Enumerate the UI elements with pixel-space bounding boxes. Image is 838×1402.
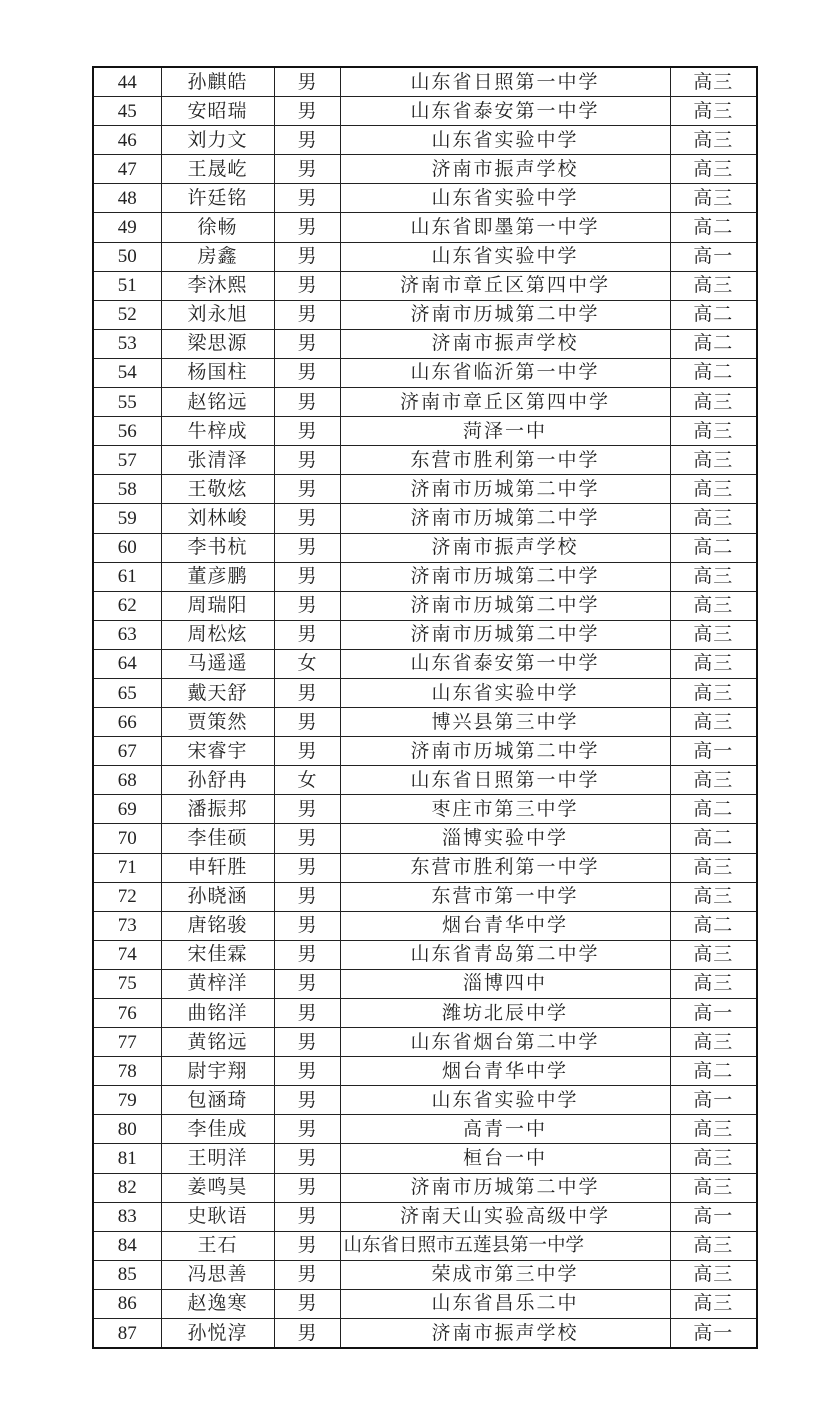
student-gender: 男 [274,184,340,213]
table-row [93,795,757,824]
grade-level: 高三 [670,678,757,707]
grade-level: 高一 [670,1319,757,1349]
student-name: 房鑫 [161,242,274,271]
school-name: 山东省泰安第一中学 [340,97,670,126]
row-number: 67 [93,737,161,766]
table-row [93,766,757,795]
student-gender: 男 [274,213,340,242]
grade-level: 高三 [670,446,757,475]
student-name: 申轩胜 [161,853,274,882]
table-row [93,1086,757,1115]
row-number: 56 [93,417,161,446]
table-row [93,649,757,678]
row-number: 57 [93,446,161,475]
row-number: 59 [93,504,161,533]
table-row [93,1057,757,1086]
row-number: 70 [93,824,161,853]
student-name: 刘林峻 [161,504,274,533]
grade-level: 高三 [670,126,757,155]
student-gender: 男 [274,300,340,329]
school-name: 山东省青岛第二中学 [340,940,670,969]
table-row [93,184,757,213]
student-gender: 男 [274,446,340,475]
row-number: 72 [93,882,161,911]
table-row [93,1144,757,1173]
school-name: 济南市历城第二中学 [340,737,670,766]
table-row [93,1319,757,1349]
student-name: 黄铭远 [161,1028,274,1057]
student-gender: 男 [274,67,340,97]
row-number: 64 [93,649,161,678]
school-name: 山东省烟台第二中学 [340,1028,670,1057]
student-gender: 男 [274,999,340,1028]
row-number: 55 [93,388,161,417]
student-name: 周瑞阳 [161,591,274,620]
student-name: 牛梓成 [161,417,274,446]
row-number: 84 [93,1231,161,1260]
school-name: 济南市历城第二中学 [340,1173,670,1202]
grade-level: 高三 [670,1260,757,1289]
grade-level: 高三 [670,388,757,417]
school-name: 山东省实验中学 [340,242,670,271]
grade-level: 高一 [670,999,757,1028]
row-number: 68 [93,766,161,795]
grade-level: 高三 [670,1289,757,1318]
school-name: 山东省日照第一中学 [340,766,670,795]
school-name: 济南市历城第二中学 [340,300,670,329]
student-gender: 男 [274,1115,340,1144]
student-name: 孙悦淳 [161,1319,274,1349]
student-gender: 男 [274,1086,340,1115]
student-gender: 男 [274,1028,340,1057]
row-number: 77 [93,1028,161,1057]
student-name: 宋睿宇 [161,737,274,766]
grade-level: 高三 [670,184,757,213]
student-gender: 男 [274,1231,340,1260]
row-number: 74 [93,940,161,969]
school-name: 济南市历城第二中学 [340,504,670,533]
student-gender: 男 [274,969,340,998]
student-gender: 男 [274,358,340,387]
grade-level: 高三 [670,417,757,446]
student-gender: 男 [274,242,340,271]
row-number: 44 [93,67,161,97]
table-row [93,620,757,649]
student-gender: 男 [274,1202,340,1231]
table-row [93,591,757,620]
student-gender: 女 [274,766,340,795]
student-name: 李佳成 [161,1115,274,1144]
school-name: 山东省泰安第一中学 [340,649,670,678]
student-gender: 男 [274,533,340,562]
grade-level: 高二 [670,329,757,358]
student-gender: 男 [274,591,340,620]
row-number: 65 [93,678,161,707]
table-row [93,358,757,387]
table-row [93,271,757,300]
student-name: 徐畅 [161,213,274,242]
student-name: 曲铭洋 [161,999,274,1028]
table-row [93,708,757,737]
school-name: 山东省实验中学 [340,1086,670,1115]
table-row [93,999,757,1028]
school-name: 山东省日照市五莲县第一中学 [340,1231,670,1260]
school-name: 济南天山实验高级中学 [340,1202,670,1231]
row-number: 85 [93,1260,161,1289]
school-name: 山东省实验中学 [340,126,670,155]
student-name: 张清泽 [161,446,274,475]
table-row [93,1028,757,1057]
student-gender: 女 [274,649,340,678]
row-number: 49 [93,213,161,242]
school-name: 烟台青华中学 [340,1057,670,1086]
grade-level: 高三 [670,882,757,911]
student-name: 马遥遥 [161,649,274,678]
grade-level: 高二 [670,911,757,940]
student-gender: 男 [274,1144,340,1173]
table-row [93,329,757,358]
student-gender: 男 [274,504,340,533]
student-name: 孙舒冉 [161,766,274,795]
student-gender: 男 [274,475,340,504]
grade-level: 高三 [670,853,757,882]
grade-level: 高二 [670,213,757,242]
row-number: 62 [93,591,161,620]
school-name: 济南市历城第二中学 [340,591,670,620]
row-number: 82 [93,1173,161,1202]
school-name: 高青一中 [340,1115,670,1144]
table-row [93,388,757,417]
school-name: 山东省昌乐二中 [340,1289,670,1318]
grade-level: 高三 [670,708,757,737]
row-number: 47 [93,155,161,184]
row-number: 52 [93,300,161,329]
school-name: 枣庄市第三中学 [340,795,670,824]
row-number: 48 [93,184,161,213]
student-name: 姜鸣昊 [161,1173,274,1202]
grade-level: 高二 [670,1057,757,1086]
school-name: 桓台一中 [340,1144,670,1173]
school-name: 淄博实验中学 [340,824,670,853]
grade-level: 高三 [670,591,757,620]
school-name: 济南市振声学校 [340,329,670,358]
school-name: 山东省临沂第一中学 [340,358,670,387]
grade-level: 高三 [670,155,757,184]
row-number: 75 [93,969,161,998]
row-number: 61 [93,562,161,591]
row-number: 79 [93,1086,161,1115]
school-name: 淄博四中 [340,969,670,998]
student-gender: 男 [274,708,340,737]
table-row [93,126,757,155]
student-gender: 男 [274,155,340,184]
school-name: 济南市章丘区第四中学 [340,388,670,417]
table-row [93,1173,757,1202]
table-row [93,300,757,329]
grade-level: 高二 [670,533,757,562]
row-number: 46 [93,126,161,155]
school-name: 济南市振声学校 [340,1319,670,1349]
student-gender: 男 [274,1260,340,1289]
school-name: 菏泽一中 [340,417,670,446]
school-name: 济南市章丘区第四中学 [340,271,670,300]
row-number: 83 [93,1202,161,1231]
student-name: 唐铭骏 [161,911,274,940]
student-name: 史耿语 [161,1202,274,1231]
grade-level: 高二 [670,300,757,329]
student-gender: 男 [274,882,340,911]
table-row [93,533,757,562]
table-row [93,446,757,475]
table-row [93,1231,757,1260]
row-number: 53 [93,329,161,358]
roster-table [92,66,758,1349]
student-name: 刘力文 [161,126,274,155]
grade-level: 高一 [670,1086,757,1115]
grade-level: 高三 [670,940,757,969]
row-number: 60 [93,533,161,562]
row-number: 54 [93,358,161,387]
student-name: 安昭瑞 [161,97,274,126]
school-name: 博兴县第三中学 [340,708,670,737]
student-name: 李佳硕 [161,824,274,853]
table-row [93,678,757,707]
student-name: 王晟屹 [161,155,274,184]
table-row [93,475,757,504]
school-name: 济南市历城第二中学 [340,475,670,504]
school-name: 山东省日照第一中学 [340,67,670,97]
school-name: 烟台青华中学 [340,911,670,940]
student-gender: 男 [274,97,340,126]
table-row [93,1115,757,1144]
school-name: 济南市振声学校 [340,155,670,184]
student-gender: 男 [274,620,340,649]
grade-level: 高一 [670,1202,757,1231]
school-name: 山东省实验中学 [340,184,670,213]
grade-level: 高三 [670,1144,757,1173]
student-gender: 男 [274,1289,340,1318]
student-gender: 男 [274,795,340,824]
row-number: 73 [93,911,161,940]
table-row [93,853,757,882]
student-name: 许廷铭 [161,184,274,213]
grade-level: 高三 [670,97,757,126]
grade-level: 高二 [670,795,757,824]
row-number: 50 [93,242,161,271]
school-name: 东营市胜利第一中学 [340,446,670,475]
row-number: 66 [93,708,161,737]
table-row [93,213,757,242]
student-gender: 男 [274,678,340,707]
table-row [93,242,757,271]
student-name: 戴天舒 [161,678,274,707]
table-row [93,417,757,446]
row-number: 86 [93,1289,161,1318]
student-name: 杨国柱 [161,358,274,387]
student-name: 冯思善 [161,1260,274,1289]
grade-level: 高三 [670,271,757,300]
table-row [93,1289,757,1318]
student-name: 孙麒皓 [161,67,274,97]
student-name: 刘永旭 [161,300,274,329]
table-row [93,824,757,853]
student-name: 贾策然 [161,708,274,737]
student-name: 赵逸寒 [161,1289,274,1318]
school-name: 济南市历城第二中学 [340,620,670,649]
student-name: 李沐熙 [161,271,274,300]
table-row [93,562,757,591]
student-gender: 男 [274,824,340,853]
table-row [93,155,757,184]
table-row [93,737,757,766]
school-name: 荣成市第三中学 [340,1260,670,1289]
student-gender: 男 [274,940,340,969]
student-name: 黄梓洋 [161,969,274,998]
school-name: 东营市第一中学 [340,882,670,911]
row-number: 71 [93,853,161,882]
student-name: 尉宇翔 [161,1057,274,1086]
grade-level: 高一 [670,242,757,271]
row-number: 80 [93,1115,161,1144]
table-row [93,882,757,911]
school-name: 济南市历城第二中学 [340,562,670,591]
grade-level: 高三 [670,67,757,97]
row-number: 69 [93,795,161,824]
grade-level: 高三 [670,1028,757,1057]
row-number: 76 [93,999,161,1028]
student-gender: 男 [274,126,340,155]
table-row [93,911,757,940]
student-gender: 男 [274,417,340,446]
student-gender: 男 [274,271,340,300]
student-name: 李书杭 [161,533,274,562]
row-number: 78 [93,1057,161,1086]
student-name: 潘振邦 [161,795,274,824]
grade-level: 高三 [670,475,757,504]
school-name: 济南市振声学校 [340,533,670,562]
grade-level: 高三 [670,562,757,591]
grade-level: 高三 [670,620,757,649]
student-gender: 男 [274,1173,340,1202]
grade-level: 高三 [670,969,757,998]
roster-body [93,67,757,1348]
grade-level: 高三 [670,649,757,678]
student-name: 孙晓涵 [161,882,274,911]
student-name: 赵铭远 [161,388,274,417]
student-name: 宋佳霖 [161,940,274,969]
table-row [93,97,757,126]
row-number: 87 [93,1319,161,1349]
table-row [93,67,757,97]
grade-level: 高二 [670,358,757,387]
grade-level: 高三 [670,766,757,795]
student-gender: 男 [274,853,340,882]
grade-level: 高三 [670,1231,757,1260]
grade-level: 高三 [670,504,757,533]
student-gender: 男 [274,388,340,417]
row-number: 58 [93,475,161,504]
table-row [93,969,757,998]
student-name: 周松炫 [161,620,274,649]
student-gender: 男 [274,1319,340,1349]
student-name: 王石 [161,1231,274,1260]
table-row [93,1260,757,1289]
student-name: 王明洋 [161,1144,274,1173]
row-number: 81 [93,1144,161,1173]
row-number: 45 [93,97,161,126]
grade-level: 高三 [670,1115,757,1144]
grade-level: 高三 [670,1173,757,1202]
table-row [93,504,757,533]
row-number: 63 [93,620,161,649]
student-name: 包涵琦 [161,1086,274,1115]
row-number: 51 [93,271,161,300]
student-gender: 男 [274,1057,340,1086]
student-name: 梁思源 [161,329,274,358]
school-name: 潍坊北辰中学 [340,999,670,1028]
student-gender: 男 [274,562,340,591]
school-name: 东营市胜利第一中学 [340,853,670,882]
school-name: 山东省实验中学 [340,678,670,707]
student-gender: 男 [274,737,340,766]
student-name: 董彦鹏 [161,562,274,591]
table-row [93,940,757,969]
student-gender: 男 [274,911,340,940]
grade-level: 高一 [670,737,757,766]
school-name: 山东省即墨第一中学 [340,213,670,242]
table-row [93,1202,757,1231]
student-name: 王敬炫 [161,475,274,504]
student-gender: 男 [274,329,340,358]
grade-level: 高二 [670,824,757,853]
